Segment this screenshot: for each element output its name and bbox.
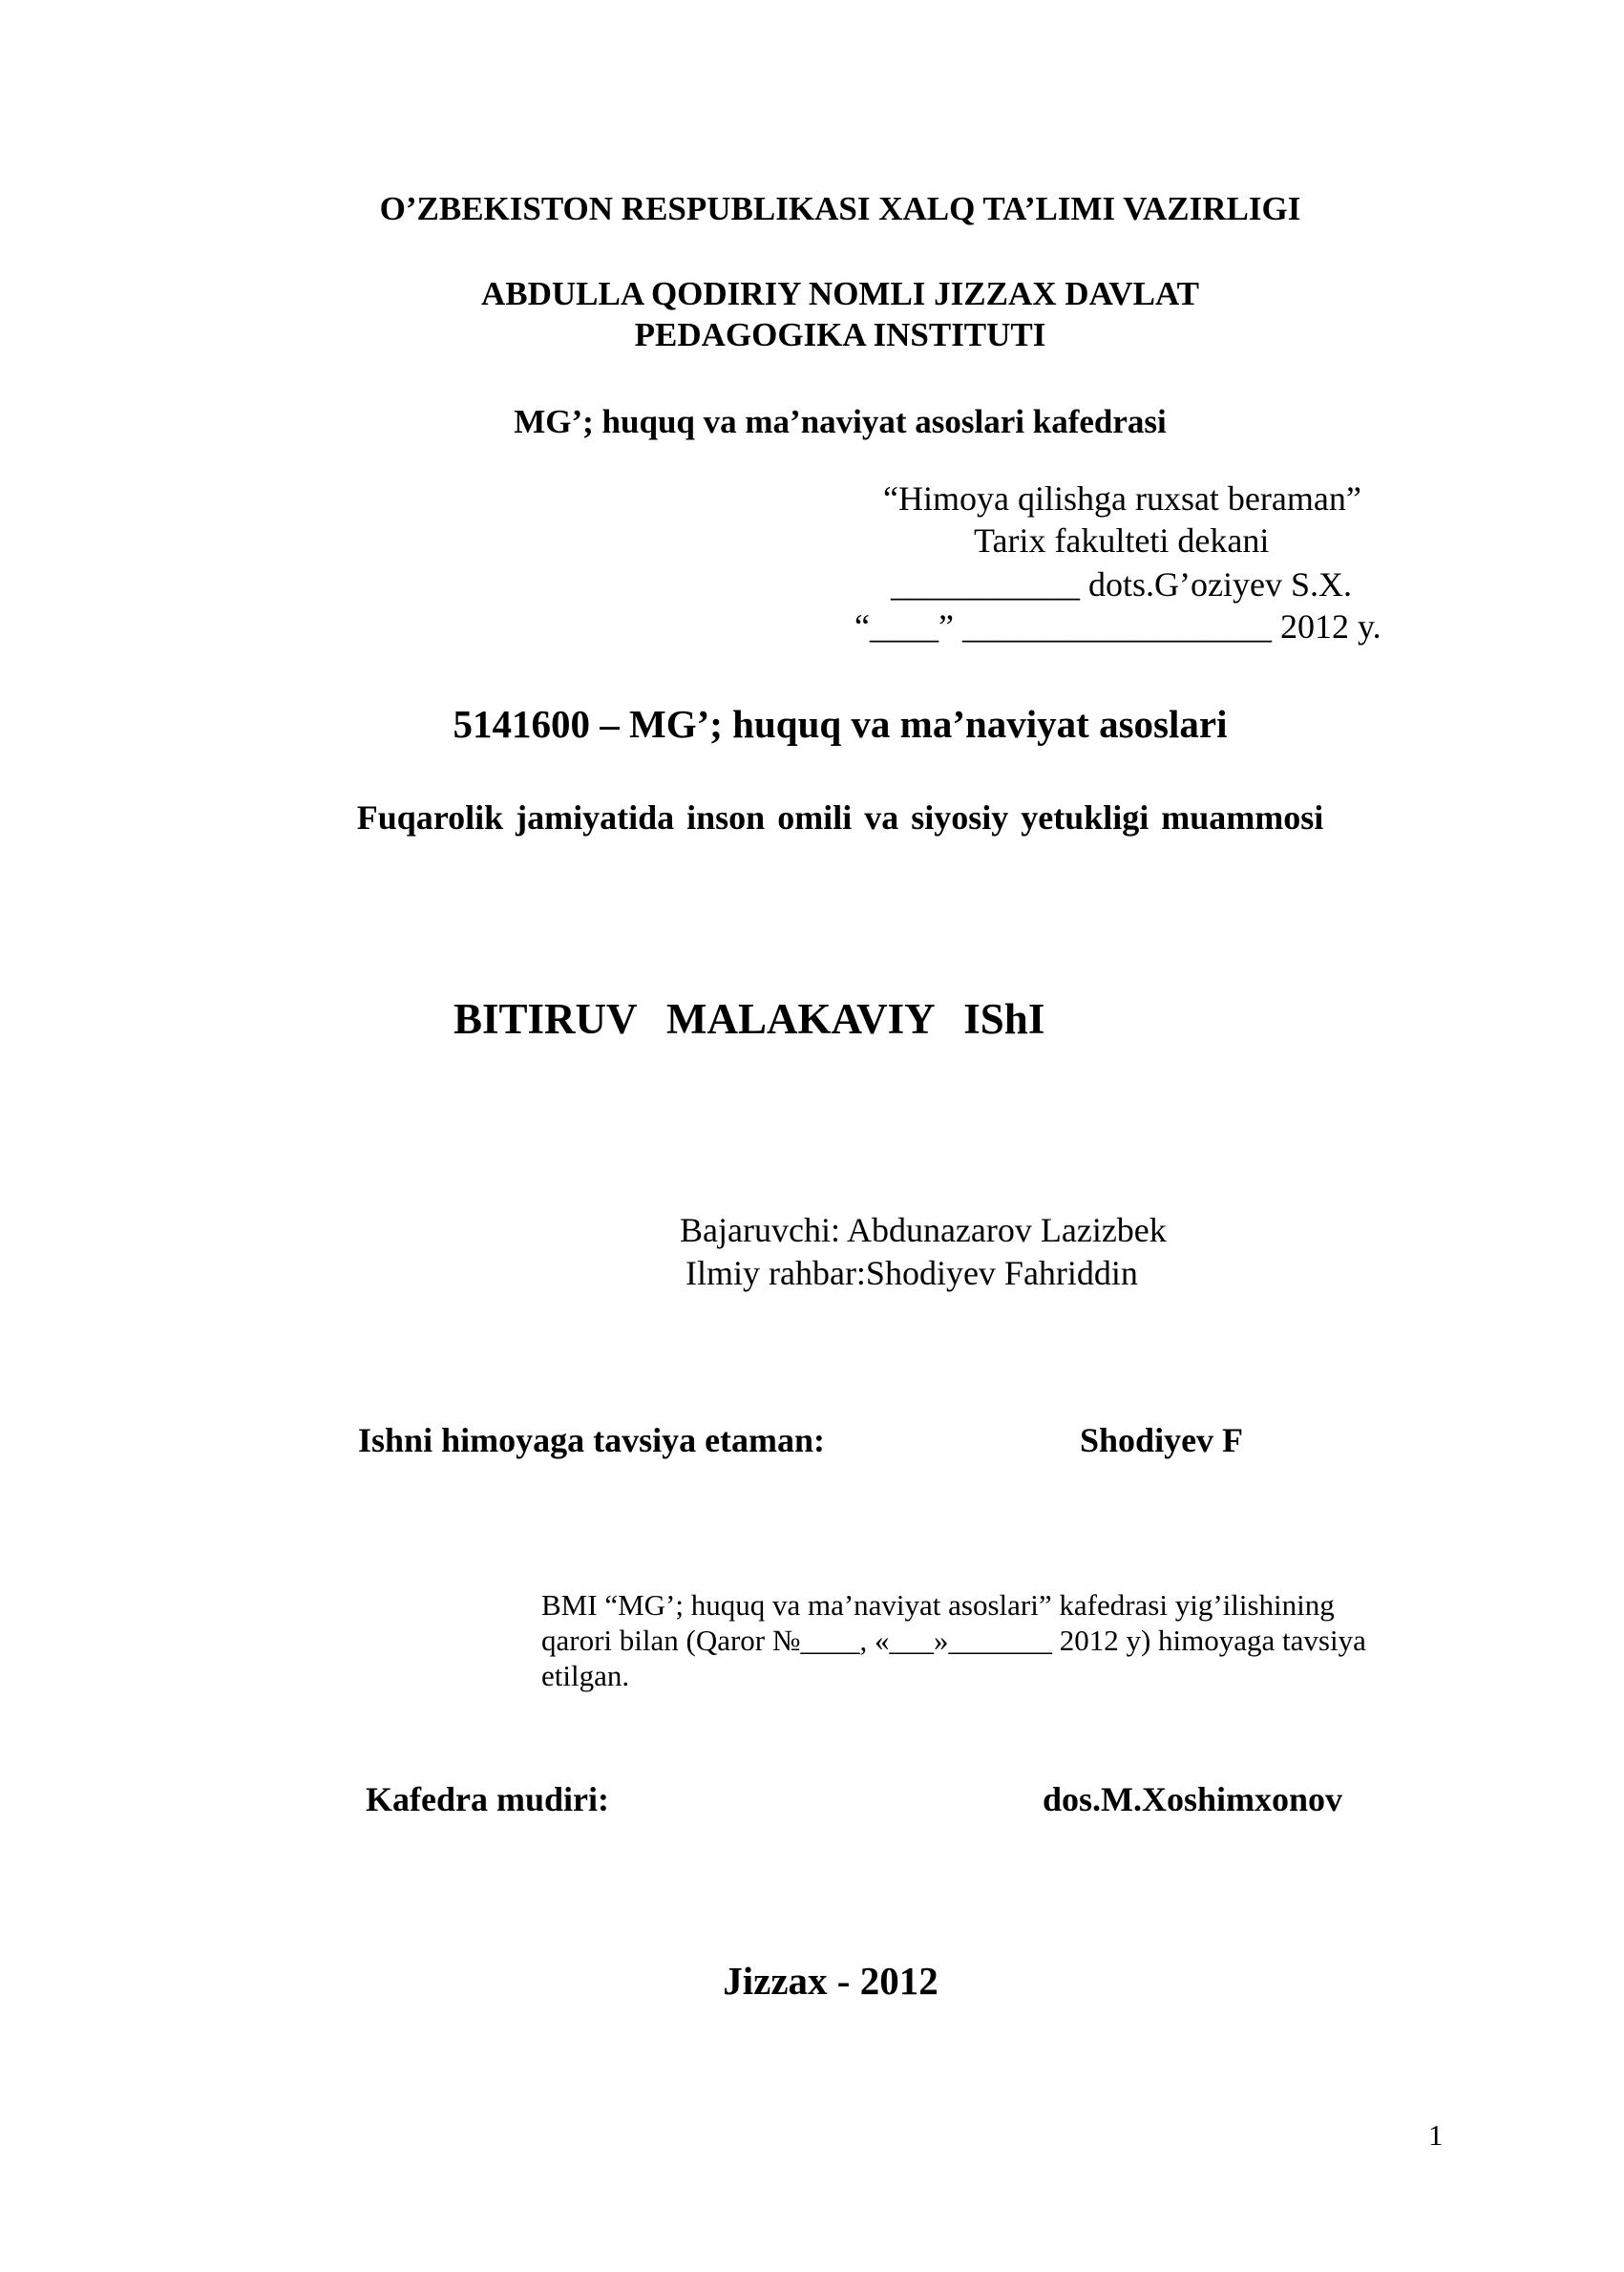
decision-line-3: etilgan.: [541, 1659, 630, 1692]
approval-quote: “Himoya qilishga ruxsat beraman”: [883, 479, 1361, 518]
department-head-label: Kafedra mudiri:: [366, 1780, 609, 1818]
ministry-heading: O’ZBEKISTON RESPUBLIKASI XALQ TA’LIMI VAZIRLIGI: [379, 190, 1301, 227]
decision-line-2: qarori bilan (Qaror №____, «___»_______ 2012 y) himoyaga tavsiya: [541, 1624, 1366, 1657]
thesis-topic: Fuqarolik jamiyatida inson omili va siyosiy yetukligi muammosi: [356, 798, 1324, 837]
approval-dean-title: Tarix fakulteti dekani: [974, 521, 1270, 560]
institute-name-line1: ABDULLA QODIRIY NOMLI JIZZAX DAVLAT: [481, 275, 1199, 312]
approval-date-line: “____” __________________ 2012 y.: [854, 607, 1381, 646]
specialty-heading: 5141600 – MG’; huquq va ma’naviyat asoslari: [453, 702, 1228, 746]
department-decision-note: [541, 1587, 1448, 1693]
recommendation-label: Ishni himoyaga tavsiya etaman:: [358, 1421, 826, 1459]
executor-line: Bajaruvchi: Abdunazarov Lazizbek: [680, 1211, 1167, 1249]
recommendation-name: Shodiyev F: [1080, 1421, 1244, 1459]
decision-line-1: BMI “MG’; huquq va ma’naviyat asoslari” kafedrasi yig’ilishining: [541, 1588, 1335, 1622]
city-year: Jizzax - 2012: [723, 1959, 939, 2003]
institute-name-line2: PEDAGOGIKA INSTITUTI: [634, 316, 1046, 353]
department-head-name: dos.M.Xoshimxonov: [1043, 1780, 1343, 1818]
department-name: MG’; huquq va ma’naviyat asoslari kafedrasi: [514, 403, 1167, 440]
supervisor-line: Ilmiy rahbar:Shodiyev Fahriddin: [685, 1254, 1138, 1292]
page-number: 1: [1428, 2118, 1444, 2152]
work-type-title: BITIRUV MALAKAVIY IShI: [453, 995, 1045, 1043]
approval-signature-line: ___________ dots.G’oziyev S.X.: [891, 565, 1352, 604]
